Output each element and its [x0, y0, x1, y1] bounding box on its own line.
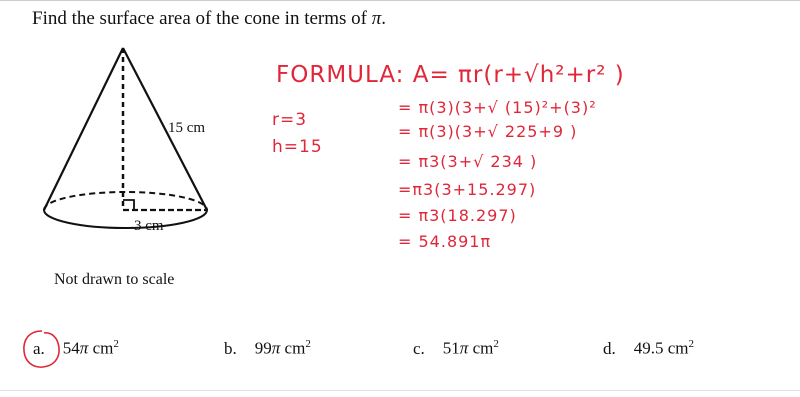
choice-b[interactable]: [224, 338, 311, 359]
choice-c[interactable]: [413, 338, 499, 359]
work-step: = 54.891π: [398, 232, 492, 251]
choice-b-pi: π: [271, 338, 281, 358]
top-divider: [0, 0, 800, 1]
question-suffix: .: [381, 8, 387, 29]
formula-text: FORMULA: A= πr(r+√h²+r² ): [276, 62, 625, 88]
work-step: =π3(3+15.297): [398, 180, 537, 199]
given-h: h=15: [272, 137, 323, 157]
choice-d[interactable]: [603, 338, 694, 359]
choice-b-letter: b.: [224, 338, 237, 358]
choice-c-value: 51: [442, 338, 460, 358]
work-step: = π3(3+√ 234 ): [398, 152, 538, 171]
choice-a-value: 54: [62, 338, 80, 358]
work-step: = π(3)(3+√ (15)²+(3)²: [398, 98, 597, 117]
cone-figure: [30, 40, 230, 240]
work-step: = π(3)(3+√ 225+9 ): [398, 122, 578, 141]
question-text: [32, 8, 386, 30]
given-r: r=3: [272, 110, 308, 130]
choice-b-unit: cm: [284, 338, 306, 358]
choice-a-exp: 2: [113, 338, 119, 350]
work-step: = π3(18.297): [398, 206, 517, 225]
choice-b-exp: 2: [305, 338, 311, 350]
scale-note: Not drawn to scale: [54, 271, 175, 288]
cone-base-front: [44, 210, 207, 228]
radius-label: 3 cm: [134, 218, 164, 234]
choice-d-letter: d.: [603, 338, 616, 358]
choice-d-unit: cm: [667, 338, 689, 358]
bottom-divider: [0, 390, 800, 391]
slant-label: 15 cm: [168, 120, 206, 136]
choice-b-value: 99: [254, 338, 272, 358]
choice-c-exp: 2: [493, 338, 499, 350]
question-prefix: Find the surface area of the cone in terms of: [32, 8, 372, 29]
choice-c-letter: c.: [413, 338, 425, 358]
choice-a-unit: cm: [92, 338, 114, 358]
cone-left-side: [44, 48, 123, 210]
cone-base-back: [44, 192, 207, 210]
choice-a-letter: a.: [33, 338, 45, 358]
question-pi: π: [371, 8, 382, 29]
choice-a-pi: π: [79, 338, 89, 358]
choice-d-exp: 2: [688, 338, 695, 350]
right-angle-mark: [123, 200, 134, 210]
choice-c-unit: cm: [472, 338, 494, 358]
choice-a[interactable]: [33, 338, 119, 359]
choice-c-pi: π: [459, 338, 469, 358]
choice-d-value: 49.5: [633, 338, 664, 358]
